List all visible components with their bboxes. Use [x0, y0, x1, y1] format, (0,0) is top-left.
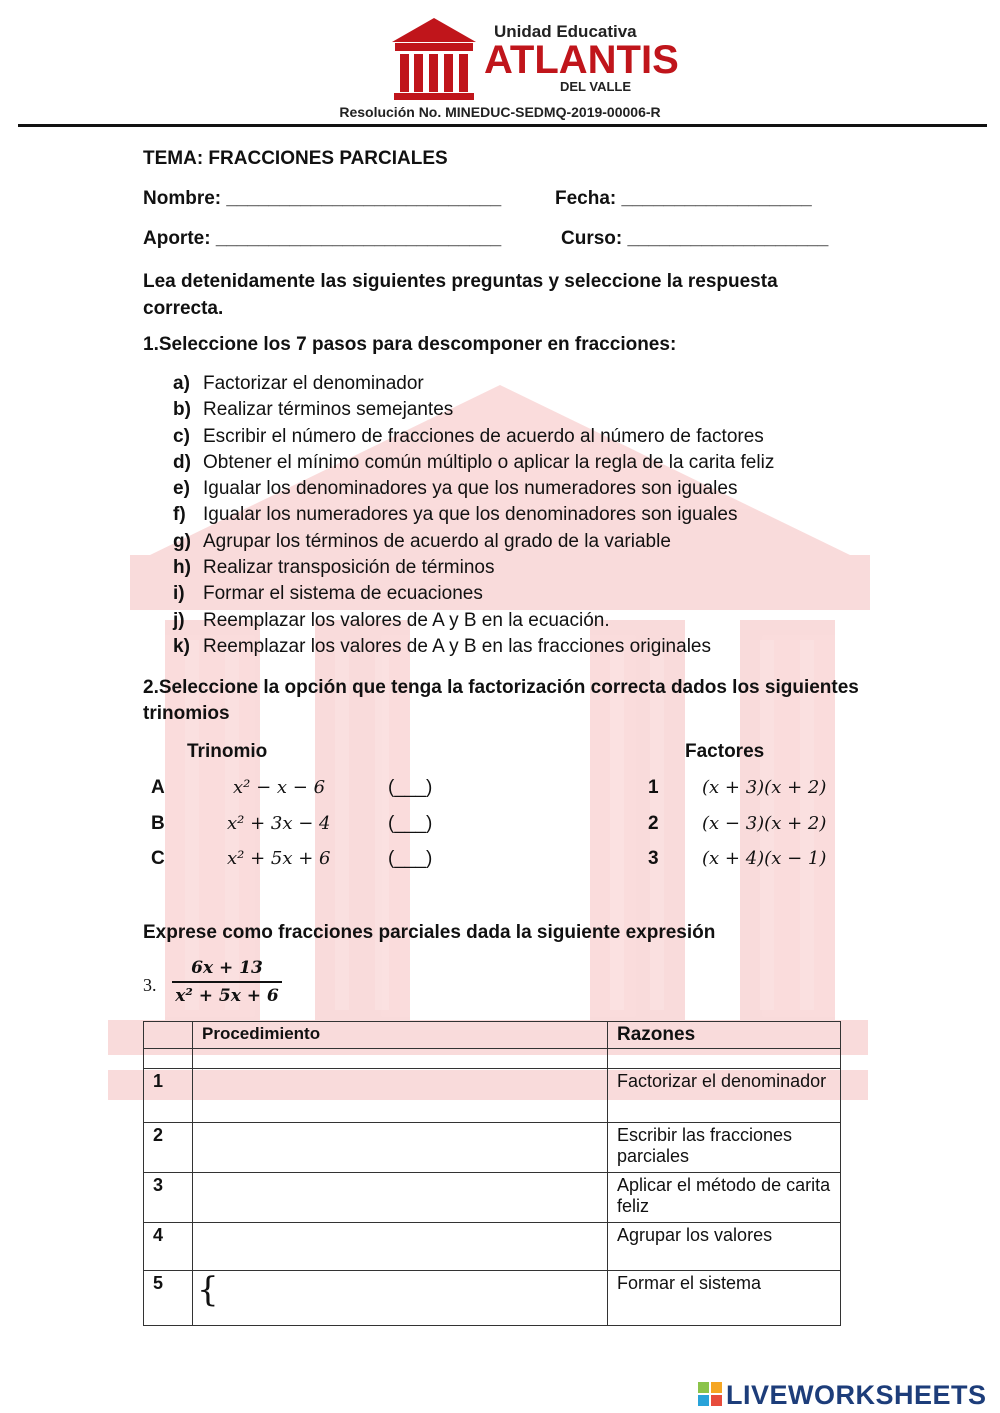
trinomio: x² − x − 6 [233, 777, 326, 798]
row-label: A [151, 777, 165, 798]
school-name-main: ATLANTIS [484, 38, 679, 82]
fraction-expression [172, 958, 282, 1006]
course-field[interactable]: Curso: ___________________ [561, 228, 829, 249]
table-row: 3 Aplicar el método de carita feliz [144, 1173, 841, 1223]
header-divider [18, 124, 987, 127]
table-row: 5 { Formar el sistema [144, 1271, 841, 1326]
option-item[interactable]: g) Agrupar los términos de acuerdo al grado de la variable [173, 530, 671, 552]
table-spacer-row [144, 1049, 841, 1069]
row-label: B [151, 813, 165, 834]
procedure-cell[interactable] [193, 1173, 608, 1223]
reason-cell: Factorizar el denominador [608, 1069, 841, 1123]
reason-cell: Aplicar el método de carita feliz [608, 1173, 841, 1223]
option-item[interactable]: j) Reemplazar los valores de A y B en la ecuación. [173, 609, 610, 631]
table-row: 4 Agrupar los valores [144, 1223, 841, 1271]
answer-blank[interactable]: (___) [388, 848, 433, 869]
option-item[interactable]: c) Escribir el número de fracciones de acuerdo al número de factores [173, 425, 764, 447]
liveworksheets-logo-icon [698, 1382, 722, 1406]
school-temple-icon [392, 18, 476, 100]
procedure-cell[interactable] [193, 1069, 608, 1123]
question-1-options [173, 371, 774, 660]
topic-title: TEMA: FRACCIONES PARCIALES [143, 148, 448, 169]
procedure-cell[interactable] [193, 1223, 608, 1271]
reason-cell: Formar el sistema [608, 1271, 841, 1326]
question-3-number: 3. [143, 975, 157, 995]
table-row: 1 Factorizar el denominador [144, 1069, 841, 1123]
option-item[interactable]: d) Obtener el mínimo común múltiplo o aplicar la regla de la carita feliz [173, 451, 775, 473]
reason-cell: Escribir las fracciones parciales [608, 1123, 841, 1173]
date-field[interactable]: Fecha: __________________ [555, 188, 812, 209]
factores-header: Factores [685, 741, 765, 762]
question-1-title: 1.Seleccione los 7 pasos para descomponer en fracciones: [143, 334, 677, 355]
option-item[interactable]: b) Realizar términos semejantes [173, 399, 454, 421]
option-item[interactable]: h) Realizar transposición de términos [173, 557, 495, 579]
factores: (x − 3)(x + 2) [702, 813, 827, 834]
option-item[interactable]: a) Factorizar el denominador [173, 373, 424, 394]
answer-blank[interactable]: (___) [388, 813, 433, 834]
procedure-cell[interactable]: { [193, 1271, 608, 1326]
row-label: C [151, 848, 165, 869]
option-item[interactable]: k) Reemplazar los valores de A y B en las fracciones originales [173, 635, 711, 657]
liveworksheets-brand: LIVEWORKSHEETS [726, 1380, 987, 1410]
option-item[interactable]: e) Igualar los denominadores ya que los numeradores son iguales [173, 478, 738, 500]
option-item[interactable]: i) Formar el sistema de ecuaciones [173, 583, 483, 605]
question-2-title: 2.Seleccione la opción que tenga la factorización correcta dados los siguientes trinomios [143, 677, 859, 724]
resolution-number: Resolución No. MINEDUC-SEDMQ-2019-00006-R [339, 104, 661, 120]
trinomio-header: Trinomio [187, 741, 268, 762]
factor-number: 3 [648, 848, 659, 869]
trinomio: x² + 5x + 6 [227, 848, 331, 869]
factor-number: 2 [648, 813, 659, 834]
table-row: 2 Escribir las fracciones parciales [144, 1123, 841, 1173]
header-procedimiento: Procedimiento [193, 1022, 608, 1049]
table-header-row [144, 1022, 841, 1049]
factor-number: 1 [648, 777, 659, 798]
option-item[interactable]: f) Igualar los numeradores ya que los denominadores son iguales [173, 504, 738, 526]
school-name-line3: DEL VALLE [560, 79, 632, 94]
answer-blank[interactable]: (___) [388, 777, 433, 798]
reason-cell: Agrupar los valores [608, 1223, 841, 1271]
fraction-denominator: x² + 5x + 6 [175, 986, 279, 1006]
fraction-numerator: 6x + 13 [172, 958, 282, 983]
question-3-heading: Exprese como fracciones parciales dada la siguiente expresión [143, 922, 716, 943]
procedure-cell[interactable] [193, 1123, 608, 1173]
name-field[interactable]: Nombre: __________________________ [143, 188, 502, 209]
factores: (x + 3)(x + 2) [702, 777, 827, 798]
factores: (x + 4)(x − 1) [702, 848, 827, 869]
instructions: Lea detenidamente las siguientes preguntas y seleccione la respuesta correcta. [143, 271, 778, 319]
school-name-line1: Unidad Educativa [494, 22, 637, 41]
contribution-field[interactable]: Aporte: ___________________________ [143, 228, 502, 249]
header-razones: Razones [608, 1022, 841, 1049]
trinomio: x² + 3x − 4 [227, 813, 331, 834]
procedure-table [143, 1021, 841, 1326]
